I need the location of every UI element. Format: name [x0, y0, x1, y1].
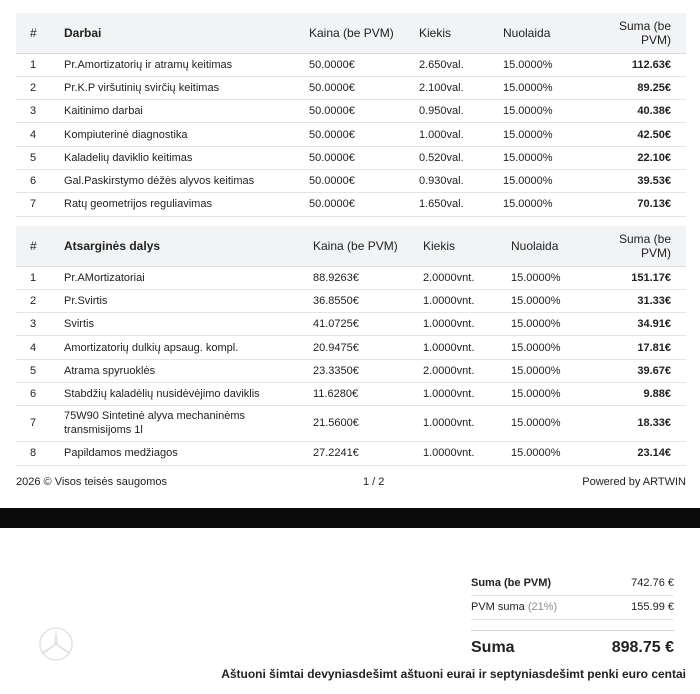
- row-discount: 15.0000%: [511, 313, 606, 336]
- price-header: Kaina (be PVM): [313, 226, 423, 266]
- row-index: 5: [16, 359, 64, 382]
- row-qty: 1.0000vnt.: [423, 289, 511, 312]
- row-name: Ratų geometrijos reguliavimas: [64, 193, 309, 216]
- subtotal-label: Suma (be PVM): [471, 577, 552, 589]
- qty-header: Kiekis: [419, 13, 503, 53]
- row-name: Pr.Amortizatorių ir atramų keitimas: [64, 53, 309, 76]
- row-name: 75W90 Sintetinė alyva mechaninėms transmisijoms 1l: [64, 406, 313, 442]
- row-index: 8: [16, 442, 64, 465]
- table-header-row: [16, 13, 686, 53]
- row-name: Pr.K.P viršutinių svirčių keitimas: [64, 76, 309, 99]
- row-qty: 1.650val.: [419, 193, 503, 216]
- row-price: 21.5600€: [313, 406, 423, 442]
- row-qty: 2.100val.: [419, 76, 503, 99]
- row-qty: 1.0000vnt.: [423, 406, 511, 442]
- row-index: 4: [16, 336, 64, 359]
- discount-header: Nuolaida: [503, 13, 598, 53]
- vat-value: 155.99 €: [631, 601, 674, 613]
- row-qty: 1.000val.: [419, 123, 503, 146]
- row-qty: 2.0000vnt.: [423, 359, 511, 382]
- row-sum: 18.33€: [606, 406, 686, 442]
- row-sum: 23.14€: [606, 442, 686, 465]
- row-discount: 15.0000%: [503, 76, 598, 99]
- row-discount: 15.0000%: [503, 146, 598, 169]
- row-name: Svirtis: [64, 313, 313, 336]
- row-qty: 0.930val.: [419, 169, 503, 192]
- row-index: 4: [16, 123, 64, 146]
- row-sum: 70.13€: [598, 193, 686, 216]
- row-discount: 15.0000%: [503, 169, 598, 192]
- table-row: [16, 76, 686, 99]
- total-in-words: Aštuoni šimtai devyniasdešimt aštuoni eurai ir septyniasdešimt penki euro centai: [221, 667, 686, 681]
- work-section-title: Darbai: [64, 13, 309, 53]
- row-price: 50.0000€: [309, 123, 419, 146]
- table-row: [16, 169, 686, 192]
- table-row: [16, 313, 686, 336]
- page-divider: [0, 508, 700, 528]
- table-row: [16, 100, 686, 123]
- index-header: #: [16, 13, 64, 53]
- row-price: 88.9263€: [313, 266, 423, 289]
- table-row: [16, 193, 686, 216]
- row-index: 3: [16, 100, 64, 123]
- table-row: [16, 442, 686, 465]
- row-price: 50.0000€: [309, 146, 419, 169]
- row-sum: 39.67€: [606, 359, 686, 382]
- sum-header: Suma (be PVM): [606, 226, 686, 266]
- row-sum: 17.81€: [606, 336, 686, 359]
- row-index: 6: [16, 169, 64, 192]
- vat-row: [471, 596, 674, 620]
- grand-total-row: [471, 630, 674, 672]
- row-price: 50.0000€: [309, 76, 419, 99]
- work-table-body: [16, 53, 686, 216]
- row-price: 50.0000€: [309, 53, 419, 76]
- row-name: Papildamos medžiagos: [64, 442, 313, 465]
- row-sum: 22.10€: [598, 146, 686, 169]
- vat-label-group: [471, 601, 557, 613]
- row-sum: 31.33€: [606, 289, 686, 312]
- index-header: #: [16, 226, 64, 266]
- row-discount: 15.0000%: [511, 336, 606, 359]
- row-index: 2: [16, 289, 64, 312]
- subtotal-value: 742.76 €: [631, 577, 674, 589]
- row-name: Atrama spyruoklės: [64, 359, 313, 382]
- work-table: [16, 13, 686, 217]
- subtotal-row: [471, 572, 674, 596]
- row-qty: 1.0000vnt.: [423, 336, 511, 359]
- row-name: Kaitinimo darbai: [64, 100, 309, 123]
- vat-rate: (21%): [527, 601, 558, 613]
- table-row: [16, 359, 686, 382]
- row-price: 36.8550€: [313, 289, 423, 312]
- row-qty: 0.520val.: [419, 146, 503, 169]
- row-discount: 15.0000%: [511, 289, 606, 312]
- copyright-text: 2026 © Visos teisės saugomos: [16, 476, 167, 488]
- sum-header: Suma (be PVM): [598, 13, 686, 53]
- row-qty: 2.650val.: [419, 53, 503, 76]
- row-qty: 1.0000vnt.: [423, 382, 511, 405]
- parts-table-body: [16, 266, 686, 465]
- page-number: 1 / 2: [363, 476, 385, 488]
- invoice-page-2: [0, 528, 700, 694]
- page-footer: [16, 476, 686, 492]
- row-name: Pr.AMortizatoriai: [64, 266, 313, 289]
- row-price: 11.6280€: [313, 382, 423, 405]
- table-row: [16, 336, 686, 359]
- totals-block: [471, 572, 674, 672]
- row-index: 7: [16, 193, 64, 216]
- row-sum: 89.25€: [598, 76, 686, 99]
- row-sum: 151.17€: [606, 266, 686, 289]
- row-index: 5: [16, 146, 64, 169]
- parts-table: [16, 226, 686, 466]
- row-name: Pr.Svirtis: [64, 289, 313, 312]
- table-row: [16, 382, 686, 405]
- row-sum: 34.91€: [606, 313, 686, 336]
- table-row: [16, 289, 686, 312]
- price-header: Kaina (be PVM): [309, 13, 419, 53]
- row-qty: 0.950val.: [419, 100, 503, 123]
- row-discount: 15.0000%: [511, 406, 606, 442]
- row-discount: 15.0000%: [511, 266, 606, 289]
- row-price: 41.0725€: [313, 313, 423, 336]
- row-index: 1: [16, 53, 64, 76]
- row-price: 50.0000€: [309, 100, 419, 123]
- row-price: 23.3350€: [313, 359, 423, 382]
- row-index: 1: [16, 266, 64, 289]
- grand-total-value: 898.75 €: [611, 639, 674, 656]
- row-discount: 15.0000%: [511, 442, 606, 465]
- row-qty: 1.0000vnt.: [423, 313, 511, 336]
- row-price: 20.9475€: [313, 336, 423, 359]
- row-sum: 9.88€: [606, 382, 686, 405]
- row-index: 3: [16, 313, 64, 336]
- row-name: Kompiuterinė diagnostika: [64, 123, 309, 146]
- row-discount: 15.0000%: [511, 382, 606, 405]
- row-name: Stabdžių kaladėlių nusidėvėjimo daviklis: [64, 382, 313, 405]
- row-discount: 15.0000%: [503, 53, 598, 76]
- table-row: [16, 406, 686, 442]
- grand-total-label: Suma: [471, 639, 515, 656]
- row-sum: 42.50€: [598, 123, 686, 146]
- row-discount: 15.0000%: [503, 100, 598, 123]
- row-name: Gal.Paskirstymo dėžės alyvos keitimas: [64, 169, 309, 192]
- qty-header: Kiekis: [423, 226, 511, 266]
- discount-header: Nuolaida: [511, 226, 606, 266]
- row-price: 27.2241€: [313, 442, 423, 465]
- row-discount: 15.0000%: [503, 193, 598, 216]
- row-name: Amortizatorių dulkių apsaug. kompl.: [64, 336, 313, 359]
- row-discount: 15.0000%: [511, 359, 606, 382]
- row-sum: 39.53€: [598, 169, 686, 192]
- table-row: [16, 123, 686, 146]
- mercedes-star-icon: [36, 626, 76, 662]
- table-row: [16, 146, 686, 169]
- vat-label: PVM suma: [471, 601, 525, 613]
- row-qty: 1.0000vnt.: [423, 442, 511, 465]
- row-index: 2: [16, 76, 64, 99]
- row-index: 7: [16, 406, 64, 442]
- table-row: [16, 266, 686, 289]
- table-header-row: [16, 226, 686, 266]
- row-price: 50.0000€: [309, 169, 419, 192]
- parts-section-title: Atsarginės dalys: [64, 226, 313, 266]
- row-name: Kaladelių daviklio keitimas: [64, 146, 309, 169]
- table-row: [16, 53, 686, 76]
- row-price: 50.0000€: [309, 193, 419, 216]
- powered-by-text: Powered by ARTWIN: [582, 476, 686, 488]
- row-qty: 2.0000vnt.: [423, 266, 511, 289]
- row-index: 6: [16, 382, 64, 405]
- row-discount: 15.0000%: [503, 123, 598, 146]
- row-sum: 112.63€: [598, 53, 686, 76]
- row-sum: 40.38€: [598, 100, 686, 123]
